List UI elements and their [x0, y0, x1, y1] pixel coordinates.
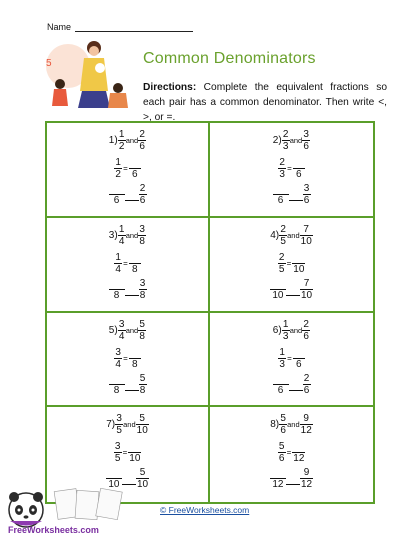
fraction-b [136, 413, 149, 436]
problem-cell [210, 123, 373, 218]
comparison-blank[interactable] [125, 194, 139, 201]
and-word: and [125, 230, 139, 240]
answer-fraction[interactable] [129, 347, 141, 370]
compare-left[interactable] [270, 278, 286, 301]
problem-pair [47, 319, 208, 342]
fraction-a [115, 413, 123, 436]
given-fraction [278, 441, 286, 464]
fraction-a-denominator: 4 [118, 330, 125, 342]
compare-right-denominator: 10 [136, 479, 149, 491]
compare-row [47, 373, 208, 396]
answer-fraction-denominator: 6 [296, 358, 302, 370]
given-fraction-numerator: 3 [114, 441, 121, 453]
compare-right [300, 278, 313, 301]
fraction-b [302, 319, 310, 342]
given-fraction-numerator: 5 [278, 441, 285, 453]
compare-row [210, 278, 373, 301]
comparison-blank[interactable] [286, 289, 300, 296]
comparison-blank[interactable] [125, 384, 139, 391]
compare-right [136, 467, 149, 490]
compare-row [47, 467, 208, 490]
answer-fraction-numerator[interactable] [293, 157, 305, 168]
comparison-blank[interactable] [289, 194, 303, 201]
fraction-b-numerator: 9 [303, 413, 309, 425]
fraction-b-numerator: 5 [139, 413, 145, 425]
equivalent-row [47, 157, 208, 180]
footer-link[interactable]: © FreeWorksheets.com [160, 505, 250, 515]
compare-left-numerator[interactable] [106, 467, 122, 478]
fraction-b [300, 413, 313, 436]
compare-right-denominator: 6 [303, 195, 310, 206]
name-input-line[interactable] [75, 22, 193, 32]
answer-fraction-numerator[interactable] [129, 252, 141, 263]
fraction-a-numerator: 5 [280, 413, 286, 425]
answer-fraction[interactable] [128, 441, 141, 464]
svg-text:5: 5 [46, 58, 52, 69]
problem-pair [47, 129, 208, 152]
fraction-a-denominator: 2 [118, 141, 125, 152]
fraction-a-numerator: 1 [118, 223, 125, 235]
compare-left-numerator[interactable] [270, 467, 286, 478]
given-fraction [114, 347, 122, 370]
equivalent-row [210, 441, 373, 464]
compare-left[interactable] [109, 278, 125, 301]
fraction-b-denominator: 6 [303, 330, 309, 342]
compare-right [139, 373, 147, 396]
problem-number: 2) [272, 135, 282, 146]
given-fraction-denominator: 5 [114, 453, 121, 465]
compare-right-numerator: 3 [139, 277, 146, 289]
fraction-a [118, 129, 126, 152]
compare-right-numerator: 5 [139, 467, 146, 479]
equivalent-row [210, 157, 373, 180]
compare-right-numerator: 9 [303, 467, 310, 479]
answer-fraction-denominator: 6 [296, 169, 302, 180]
compare-left[interactable] [273, 373, 289, 396]
given-fraction-numerator: 3 [115, 346, 121, 358]
fraction-b-denominator: 6 [303, 141, 309, 152]
problem-cell [210, 313, 373, 408]
equivalent-row [47, 347, 208, 370]
problem-grid [45, 121, 375, 504]
compare-row [210, 373, 373, 396]
page-title: Common Denominators [143, 50, 316, 67]
compare-right-denominator: 8 [139, 384, 146, 396]
compare-row [210, 467, 373, 490]
given-fraction-denominator: 3 [279, 169, 285, 180]
directions-body: Complete the equivalent fractions so each pair has a common denominator. Then write <, >, or =. [143, 82, 387, 123]
compare-left-denominator: 6 [277, 195, 284, 206]
given-fraction-numerator: 2 [278, 251, 285, 263]
equivalent-row [47, 252, 208, 275]
given-fraction-numerator: 1 [115, 251, 121, 263]
fraction-b-denominator: 8 [139, 235, 145, 247]
problem-number: 4) [270, 229, 280, 241]
problem-number: 7) [106, 419, 116, 431]
fraction-a [118, 224, 126, 247]
compare-left-numerator[interactable] [109, 278, 125, 289]
compare-left-denominator: 10 [108, 479, 120, 491]
compare-left-numerator[interactable] [273, 183, 289, 194]
directions-text [143, 80, 387, 125]
answer-fraction[interactable] [129, 252, 141, 275]
compare-left[interactable] [273, 183, 289, 206]
compare-right-denominator: 6 [303, 384, 310, 396]
given-fraction [114, 157, 122, 180]
problem-number: 6) [272, 324, 282, 336]
equals-sign: = [123, 164, 128, 173]
fraction-b-numerator: 3 [303, 129, 309, 140]
fraction-a-numerator: 1 [118, 129, 125, 140]
compare-left-denominator: 10 [272, 289, 284, 301]
and-word: and [287, 230, 300, 240]
given-fraction-denominator: 4 [115, 358, 121, 370]
problem-cell [47, 123, 210, 218]
compare-left-denominator: 8 [113, 289, 120, 301]
compare-right [139, 278, 147, 301]
answer-fraction-numerator[interactable] [129, 157, 141, 168]
answer-fraction-denominator: 8 [132, 358, 138, 370]
problem-number: 3) [108, 229, 118, 241]
problem-cell [210, 407, 373, 502]
answer-fraction-numerator[interactable] [129, 441, 141, 452]
compare-left[interactable] [106, 467, 122, 490]
equivalent-row [47, 441, 208, 464]
given-fraction [278, 157, 286, 180]
fraction-a-denominator: 4 [118, 235, 125, 247]
fraction-a [118, 319, 126, 342]
compare-left-denominator: 12 [272, 479, 284, 491]
given-fraction-denominator: 2 [115, 169, 121, 180]
equivalent-row [210, 347, 373, 370]
and-word: and [125, 136, 139, 145]
fraction-a-denominator: 3 [282, 330, 289, 342]
answer-fraction[interactable] [292, 441, 305, 464]
problem-pair [47, 224, 208, 247]
fraction-b [300, 224, 313, 247]
logo-text: FreeWorksheets.com [8, 525, 99, 535]
fraction-b-numerator: 2 [303, 318, 309, 330]
compare-right [303, 183, 311, 206]
answer-fraction[interactable] [292, 252, 305, 275]
problem-pair [210, 224, 373, 247]
compare-row [47, 278, 208, 301]
directions-label: Directions: [143, 82, 197, 93]
answer-fraction-denominator: 10 [129, 453, 141, 465]
answer-fraction-numerator[interactable] [293, 441, 305, 452]
problem-pair [210, 129, 373, 152]
and-word: and [125, 325, 139, 335]
equals-sign: = [123, 353, 128, 363]
answer-fraction-numerator[interactable] [129, 347, 141, 358]
compare-left-denominator: 8 [113, 384, 120, 396]
compare-row [47, 183, 208, 206]
compare-right-denominator: 12 [300, 479, 313, 491]
given-fraction [278, 347, 286, 370]
problem-pair [47, 413, 208, 436]
given-fraction-denominator: 4 [115, 263, 121, 275]
given-fraction-denominator: 6 [278, 453, 285, 465]
answer-fraction-denominator: 6 [132, 169, 138, 180]
fraction-b [138, 129, 146, 152]
fraction-b [138, 319, 146, 342]
fraction-a-numerator: 3 [116, 413, 122, 425]
compare-left[interactable] [109, 373, 125, 396]
equals-sign: = [287, 353, 292, 363]
compare-left-numerator[interactable] [109, 183, 125, 194]
and-word: and [287, 420, 300, 430]
fraction-b [138, 224, 146, 247]
compare-right [139, 183, 147, 206]
fraction-b-denominator: 12 [300, 425, 312, 437]
compare-left-denominator: 6 [113, 195, 120, 206]
fraction-b-denominator: 6 [139, 141, 145, 152]
answer-fraction-denominator: 12 [293, 453, 305, 465]
compare-right-denominator: 8 [139, 289, 146, 301]
name-label: Name [47, 22, 72, 32]
compare-left-numerator[interactable] [273, 373, 289, 384]
equals-sign: = [123, 258, 128, 268]
given-fraction-numerator: 1 [279, 346, 285, 358]
fraction-a-denominator: 3 [282, 141, 289, 152]
given-fraction-numerator: 2 [279, 157, 285, 168]
compare-left-numerator[interactable] [109, 373, 125, 384]
compare-right-numerator: 5 [139, 372, 146, 384]
compare-row [210, 183, 373, 206]
problem-pair [210, 319, 373, 342]
given-fraction [114, 441, 122, 464]
answer-fraction-denominator: 10 [293, 263, 305, 275]
fraction-b [302, 129, 310, 152]
problem-pair [210, 413, 373, 436]
fraction-a-denominator: 6 [280, 425, 286, 437]
comparison-blank[interactable] [125, 289, 139, 296]
and-word: and [123, 420, 136, 430]
fraction-a [282, 319, 290, 342]
compare-right [303, 373, 311, 396]
compare-right-numerator: 7 [303, 277, 310, 289]
given-fraction-numerator: 1 [115, 157, 121, 168]
equals-sign: = [122, 448, 128, 458]
problem-cell [47, 218, 210, 313]
answer-fraction[interactable] [293, 157, 305, 180]
equals-sign: = [287, 164, 292, 173]
equals-sign: = [286, 258, 292, 268]
given-fraction [114, 252, 122, 275]
fraction-a-numerator: 2 [282, 129, 289, 140]
teacher-children-illustration [38, 36, 130, 116]
given-fraction [278, 252, 286, 275]
answer-fraction-numerator[interactable] [293, 347, 305, 358]
answer-fraction[interactable] [129, 157, 141, 180]
fraction-b-numerator: 5 [139, 318, 145, 330]
and-word: and [289, 325, 303, 335]
fraction-a-numerator: 3 [118, 318, 125, 330]
comparison-blank[interactable] [122, 478, 136, 485]
compare-left[interactable] [109, 183, 125, 206]
fraction-b-denominator: 10 [300, 235, 312, 247]
fraction-b-numerator: 7 [303, 223, 309, 235]
compare-left-numerator[interactable] [270, 278, 286, 289]
freeworksheets-logo [4, 488, 144, 536]
compare-right-numerator: 2 [139, 183, 146, 194]
fraction-a [282, 129, 290, 152]
compare-right-numerator: 3 [303, 183, 310, 194]
compare-right-denominator: 10 [300, 289, 313, 301]
name-field-row [47, 22, 193, 32]
given-fraction-denominator: 5 [278, 263, 285, 275]
fraction-a-denominator: 5 [116, 425, 122, 437]
compare-right [300, 467, 313, 490]
fraction-a-denominator: 5 [280, 235, 286, 247]
fraction-a-numerator: 2 [280, 223, 286, 235]
and-word: and [289, 136, 303, 145]
answer-fraction-denominator: 8 [132, 263, 138, 275]
problem-number: 1) [108, 135, 118, 146]
equals-sign: = [286, 448, 292, 458]
problem-cell [210, 218, 373, 313]
given-fraction-denominator: 3 [279, 358, 285, 370]
answer-fraction-numerator[interactable] [293, 252, 305, 263]
fraction-b-denominator: 10 [136, 425, 148, 437]
comparison-blank[interactable] [286, 478, 300, 485]
compare-right-denominator: 6 [139, 195, 146, 206]
compare-left-denominator: 6 [277, 384, 284, 396]
problem-number: 8) [270, 419, 280, 431]
compare-right-numerator: 2 [303, 372, 310, 384]
comparison-blank[interactable] [289, 384, 303, 391]
fraction-a-numerator: 1 [282, 318, 289, 330]
compare-left[interactable] [270, 467, 286, 490]
answer-fraction[interactable] [293, 347, 305, 370]
fraction-a [279, 224, 287, 247]
problem-cell [47, 313, 210, 408]
fraction-b-denominator: 8 [139, 330, 145, 342]
fraction-a [279, 413, 287, 436]
problem-number: 5) [108, 324, 118, 336]
equivalent-row [210, 252, 373, 275]
fraction-b-numerator: 2 [139, 129, 145, 140]
fraction-b-numerator: 3 [139, 223, 145, 235]
